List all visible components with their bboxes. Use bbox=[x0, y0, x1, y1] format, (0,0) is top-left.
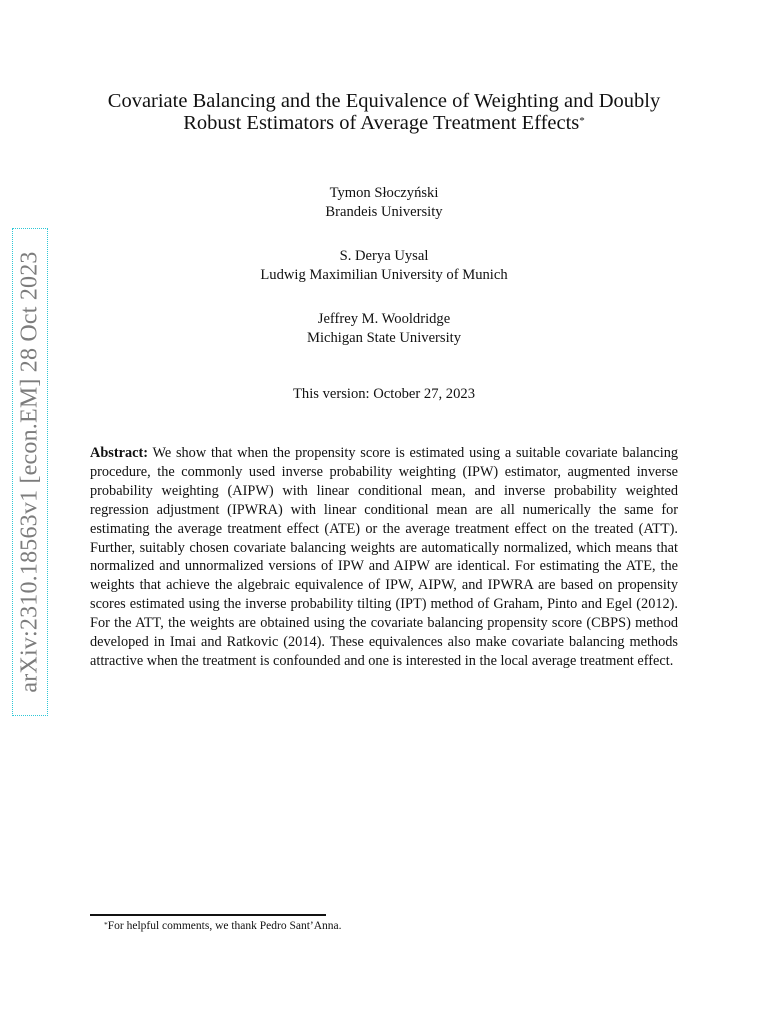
author-affiliation: Ludwig Maximilian University of Munich bbox=[260, 267, 508, 283]
paper-title bbox=[60, 90, 708, 134]
footnote-text: For helpful comments, we thank Pedro Sant’Anna. bbox=[107, 920, 342, 932]
footnote-mark: * bbox=[104, 920, 108, 929]
title-line-1: Covariate Balancing and the Equivalence of Weighting and Doubly bbox=[107, 90, 661, 112]
arxiv-stamp[interactable] bbox=[12, 228, 48, 716]
author-1 bbox=[0, 184, 768, 222]
footnote-divider bbox=[90, 914, 326, 916]
footnote bbox=[104, 919, 342, 933]
abstract-label: Abstract: bbox=[90, 445, 148, 461]
arxiv-identifier[interactable]: arXiv:2310.18563v1 [econ.EM] 28 Oct 2023 bbox=[16, 251, 43, 693]
author-name: S. Derya Uysal bbox=[339, 248, 429, 264]
title-footnote-mark[interactable]: * bbox=[579, 115, 585, 127]
author-2 bbox=[0, 247, 768, 285]
author-3 bbox=[0, 310, 768, 348]
author-affiliation: Brandeis University bbox=[325, 204, 443, 220]
title-line-2: Robust Estimators of Average Treatment Effects bbox=[183, 112, 580, 134]
author-affiliation: Michigan State University bbox=[306, 330, 462, 346]
author-name: Jeffrey M. Wooldridge bbox=[317, 311, 451, 327]
abstract-text: We show that when the propensity score is estimated using a suitable covariate balancing procedure, the commonly used inverse probability weighting (IPW) estimator, augmented inverse probability weighting (AIPW) with linear conditional mean, and inverse probability weighted regression adjustment (IPWRA) with linear conditional mean are all numerically the same for estimating the average treatment effect (ATE) or the average treatment effect on the treated (ATT). Further, suitably chosen covariate balancing weights are automatically normalized, which means that normalized and unnormalized versions of IPW and AIPW are identical. For estimating the ATE, the weights that achieve the algebraic equivalence of IPW, AIPW, and IPWRA are based on propensity scores estimated using the inverse probability tilting (IPT) method of Graham, Pinto and Egel (2012). For the ATT, the weights are obtained using the covariate balancing propensity score (CBPS) method developed in Imai and Ratkovic (2014). These equivalences also make covariate balancing methods attractive when the treatment is confounded and one is interested in the local average treatment effect. bbox=[90, 445, 678, 669]
abstract bbox=[90, 444, 678, 671]
version-date: This version: October 27, 2023 bbox=[293, 386, 475, 402]
author-name: Tymon Słoczyński bbox=[329, 185, 439, 201]
